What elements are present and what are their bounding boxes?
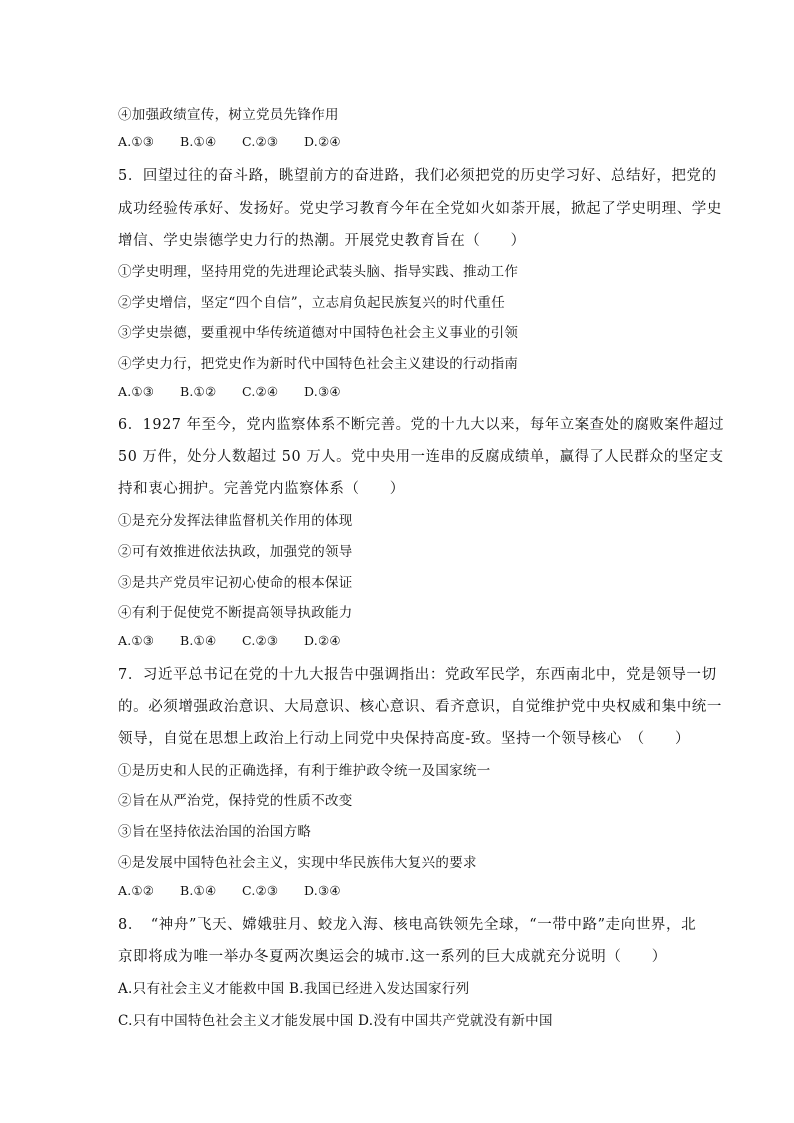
question-7-stem: 的。必须增强政治意识、大局意识、核心意识、看齐意识，自觉维护党中央权威和集中统一 (118, 699, 722, 715)
option-line: ③是共产党员牢记初心使命的根本保证 (118, 575, 353, 591)
choice-b: B.①④ (180, 134, 217, 149)
question-6-stem: 50 万件，处分人数超过 50 万人。党中央用一连串的反腐成绩单，赢得了人民群众的坚定支 (118, 449, 724, 465)
option-line: A.只有社会主义才能救中国 B.我国已经进入发达国家行列 (118, 981, 470, 997)
option-line: ④加强政绩宣传，树立党员先锋作用 (118, 107, 339, 123)
option-line: ③学史崇德，要重视中华传统道德对中国特色社会主义事业的引领 (118, 325, 519, 341)
answer-choices (118, 134, 341, 149)
question-8-stem: 京即将成为唯一举办冬夏两次奥运会的城市.这一系列的巨大成就充分说明（ ） (118, 949, 667, 965)
option-line: ③旨在坚持依法治国的治国方略 (118, 824, 312, 840)
option-line: ④有利于促使党不断提高领导执政能力 (118, 605, 353, 621)
choice-b: B.①② (180, 384, 217, 399)
choice-a: A.①③ (118, 384, 155, 399)
choice-a: A.①③ (118, 633, 155, 648)
option-line: ①学史明理，坚持用党的先进理论武装头脑、指导实践、推动工作 (118, 264, 519, 280)
option-line: ②学史增信，坚定“四个自信”，立志肩负起民族复兴的时代重任 (118, 295, 506, 311)
choice-c: C.②④ (242, 384, 279, 399)
question-5-stem: 5．回望过往的奋斗路，眺望前方的奋进路，我们必须把党的历史学习好、总结好，把党的 (118, 168, 717, 184)
choice-b: B.①④ (180, 883, 217, 898)
choice-b: B.①④ (180, 633, 217, 648)
choice-d: D.③④ (304, 883, 341, 898)
choice-c: C.②③ (242, 883, 279, 898)
choice-a: A.①② (118, 883, 155, 898)
choice-c: C.②③ (242, 633, 279, 648)
option-line: C.只有中国特色社会主义才能发展中国 D.没有中国共产党就没有新中国 (118, 1013, 553, 1029)
option-line: ②旨在从严治党，保持党的性质不改变 (118, 793, 353, 809)
option-line: ④是发展中国特色社会主义，实现中华民族伟大复兴的要求 (118, 855, 477, 871)
question-6-stem: 6．1927 年至今，党内监察体系不断完善。党的十九大以来，每年立案查处的腐败案件超过 (118, 417, 725, 433)
choice-d: D.②④ (304, 134, 341, 149)
question-7-stem: 7．习近平总书记在党的十九大报告中强调指出：党政军民学，东西南北中，党是领导一切 (118, 667, 717, 683)
option-line: ①是历史和人民的正确选择，有利于维护政令统一及国家统一 (118, 763, 491, 779)
answer-choices (118, 384, 341, 399)
question-8-stem: 8． “神舟”飞天、嫦娥驻月、蛟龙入海、核电高铁领先全球，“一带中路”走向世界，北 (118, 917, 697, 933)
question-5-stem: 增信、学史崇德学史力行的热潮。开展党史教育旨在（ ） (118, 233, 526, 249)
option-line: ④学史力行，把党史作为新时代中国特色社会主义建设的行动指南 (118, 356, 519, 372)
choice-d: D.②④ (304, 633, 341, 648)
choice-d: D.③④ (304, 384, 341, 399)
answer-choices (118, 633, 341, 648)
question-6-stem: 持和衷心拥护。完善党内监察体系（ ） (118, 481, 405, 497)
option-line: ②可有效推进依法执政，加强党的领导 (118, 544, 353, 560)
question-7-stem: 领导，自觉在思想上政治上行动上同党中央保持高度-致。坚持一个领导核心 （ ） (118, 731, 691, 747)
choice-c: C.②③ (242, 134, 279, 149)
answer-choices (118, 883, 341, 898)
choice-a: A.①③ (118, 134, 155, 149)
question-5-stem: 成功经验传承好、发扬好。党史学习教育今年在全党如火如荼开展，掀起了学史明理、学史 (118, 201, 722, 217)
option-line: ①是充分发挥法律监督机关作用的体现 (118, 513, 353, 529)
